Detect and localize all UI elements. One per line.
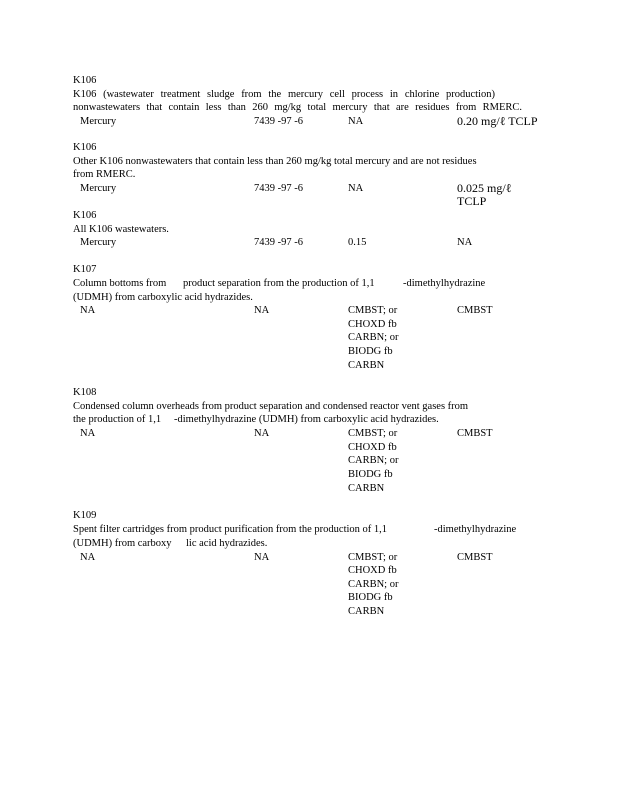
constituent-row bbox=[73, 236, 543, 250]
constituent-name: Mercury bbox=[80, 182, 117, 194]
constituent-name: NA bbox=[80, 428, 96, 440]
waste-description-line bbox=[73, 537, 543, 551]
description-fragment: Column bottoms from bbox=[73, 277, 167, 289]
constituent-row bbox=[73, 551, 543, 621]
wastewater-standard: CMBST; or CHOXD fb CARBN; or BIODG fb CARBN bbox=[348, 428, 399, 494]
waste-code: K107 bbox=[73, 264, 97, 275]
waste-description-line: Condensed column overheads from product separation and condensed reactor vent gases from bbox=[73, 400, 469, 412]
description-fragment: -dimethylhydrazine bbox=[403, 277, 486, 289]
cas-number: NA bbox=[254, 428, 270, 440]
waste-code: K108 bbox=[73, 387, 97, 398]
waste-description-line bbox=[73, 523, 543, 537]
waste-entry bbox=[73, 209, 543, 250]
nonwastewater-standard: CMBST bbox=[457, 428, 493, 440]
waste-description-line bbox=[73, 413, 543, 427]
description-fragment: Spent filter cartridges from product purification from the production of 1,1 bbox=[73, 523, 388, 535]
wastewater-standard: NA bbox=[348, 115, 364, 127]
wastewater-standard: CMBST; or CHOXD fb CARBN; or BIODG fb CARBN bbox=[348, 305, 399, 371]
nonwastewater-standard: CMBST bbox=[457, 305, 493, 317]
cas-number: 7439 -97 -6 bbox=[254, 237, 303, 249]
cas-number: NA bbox=[254, 305, 270, 317]
nonwastewater-standard: NA bbox=[457, 237, 473, 249]
cas-number: NA bbox=[254, 551, 270, 563]
description-fragment: the production of 1,1 bbox=[73, 414, 162, 426]
nonwastewater-standard: CMBST bbox=[457, 551, 493, 563]
constituent-row bbox=[73, 304, 543, 374]
description-fragment: lic acid hydrazides. bbox=[186, 537, 268, 549]
waste-description-line bbox=[73, 277, 543, 291]
wastewater-standard: CMBST; or CHOXD fb CARBN; or BIODG fb CARBN bbox=[348, 551, 399, 617]
waste-code: K106 bbox=[73, 75, 97, 86]
waste-entry bbox=[73, 509, 543, 621]
constituent-name: Mercury bbox=[80, 237, 117, 249]
waste-entry bbox=[73, 74, 543, 129]
waste-description: Other K106 nonwastewaters that contain less than 260 mg/kg total mercury and are not residues from RMERC. bbox=[73, 155, 477, 181]
waste-code: K106 bbox=[73, 210, 97, 221]
constituent-name: Mercury bbox=[80, 115, 117, 127]
constituent-row bbox=[73, 180, 543, 209]
description-fragment: -dimethylhydrazine (UDMH) from carboxylic acid hydrazides. bbox=[174, 414, 439, 426]
waste-description: All K106 wastewaters. bbox=[73, 223, 169, 235]
waste-code: K106 bbox=[73, 142, 97, 153]
waste-description-line: nonwastewaters that contain less than 260 mg/kg total mercury that are residues from RMERC. bbox=[73, 102, 522, 114]
waste-entry bbox=[73, 263, 543, 374]
description-fragment: product separation from the production of 1,1 bbox=[183, 277, 375, 289]
waste-description-line: K106 (wastewater treatment sludge from the mercury cell process in chlorine production) bbox=[73, 88, 495, 100]
description-fragment: (UDMH) from carboxy bbox=[73, 537, 172, 549]
nonwastewater-standard: 0.20 mg/ℓ TCLP bbox=[457, 113, 538, 128]
waste-description-line: (UDMH) from carboxylic acid hydrazides. bbox=[73, 291, 253, 303]
constituent-row bbox=[73, 115, 543, 129]
constituent-row bbox=[73, 427, 543, 497]
description-fragment: -dimethylhydrazine bbox=[434, 523, 517, 535]
constituent-name: NA bbox=[80, 551, 96, 563]
waste-entry bbox=[73, 386, 543, 497]
waste-code: K109 bbox=[73, 510, 97, 521]
cas-number: 7439 -97 -6 bbox=[254, 115, 303, 127]
wastewater-standard: 0.15 bbox=[348, 237, 367, 249]
nonwastewater-standard: 0.025 mg/ℓ TCLP bbox=[457, 180, 512, 209]
waste-entry bbox=[73, 141, 543, 209]
constituent-name: NA bbox=[80, 305, 96, 317]
wastewater-standard: NA bbox=[348, 182, 364, 194]
cas-number: 7439 -97 -6 bbox=[254, 182, 303, 194]
